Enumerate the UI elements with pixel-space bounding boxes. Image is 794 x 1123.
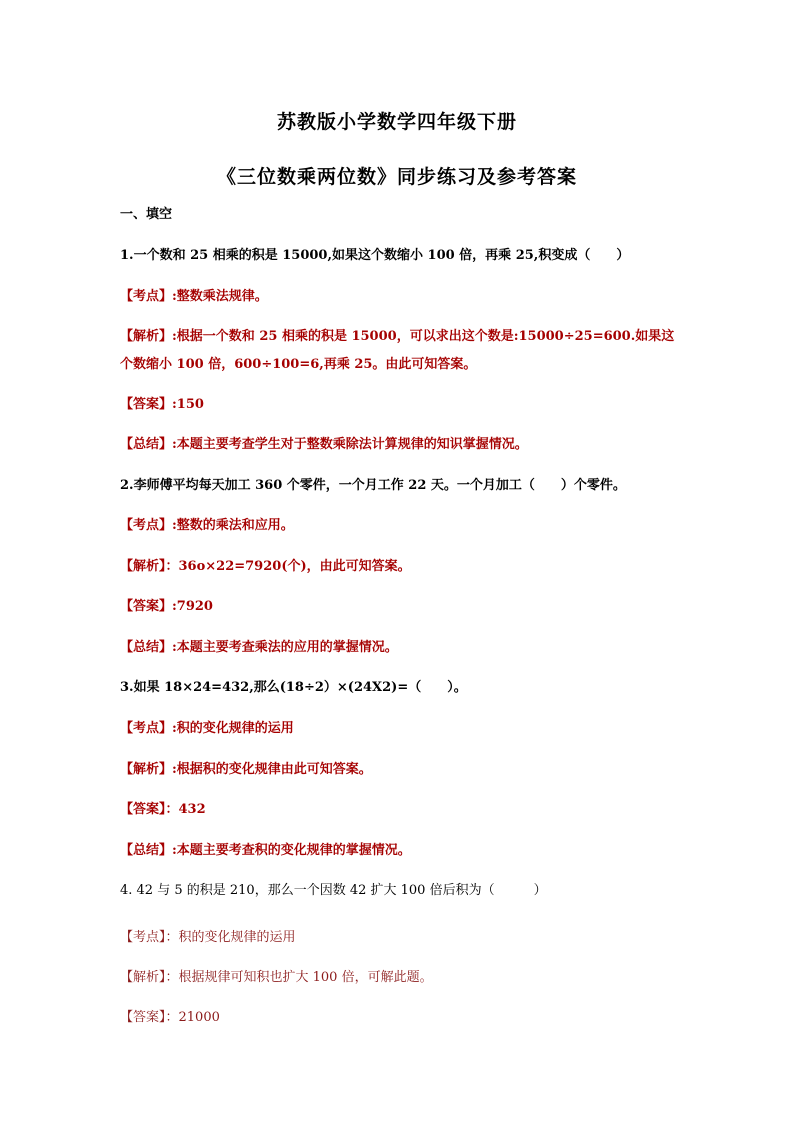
q1-summary: 【总结】:本题主要考查学生对于整数乘除法计算规律的知识掌握情况。 xyxy=(120,437,528,452)
question-1: 1.一个数和 25 相乘的积是 15000,如果这个数缩小 100 倍，再乘 25,积变成（ ） xyxy=(120,248,630,263)
q4-kaodian: 【考点】：积的变化规律的运用 xyxy=(120,930,296,945)
question-3: 3.如果 18×24=432,那么(18÷2）×(24X2)=（ ）。 xyxy=(120,680,467,695)
q1-jiexi: 【解析】:根据一个数和 25 相乘的积是 15000，可以求出这个数是:15000÷25=600.如果这个数缩小 100 倍，600÷100=6,再乘 25。由此可知答案。 xyxy=(120,329,675,372)
q2-answer: 【答案】:7920 xyxy=(120,599,213,614)
question-4: 4. 42 与 5 的积是 210，那么一个因数 42 扩大 100 倍后积为（ ） xyxy=(120,883,547,898)
q2-summary: 【总结】:本题主要考查乘法的应用的掌握情况。 xyxy=(120,640,398,655)
q3-summary: 【总结】:本题主要考查积的变化规律的掌握情况。 xyxy=(120,843,411,858)
q2-kaodian: 【考点】:整数的乘法和应用。 xyxy=(120,518,294,533)
q4-answer: 【答案】：21000 xyxy=(120,1010,220,1025)
q1-kaodian: 【考点】:整数乘法规律。 xyxy=(120,289,268,304)
section-heading: 一、填空 xyxy=(120,207,173,222)
q3-kaodian: 【考点】:积的变化规律的运用 xyxy=(120,721,294,736)
q3-answer: 【答案】：432 xyxy=(120,802,206,817)
q2-jiexi: 【解析】：36o×22=7920(个)，由此可知答案。 xyxy=(120,559,411,574)
q1-answer: 【答案】:150 xyxy=(120,397,204,412)
q4-jiexi: 【解析】：根据规律可知积也扩大 100 倍，可解此题。 xyxy=(120,970,433,985)
q3-jiexi: 【解析】:根据积的变化规律由此可知答案。 xyxy=(120,762,372,777)
question-2: 2.李师傅平均每天加工 360 个零件，一个月工作 22 天。一个月加工（ ）个零件。 xyxy=(120,478,626,493)
document-subtitle: 《三位数乘两位数》同步练习及参考答案 xyxy=(216,166,577,188)
document-title: 苏教版小学数学四年级下册 xyxy=(276,111,517,133)
